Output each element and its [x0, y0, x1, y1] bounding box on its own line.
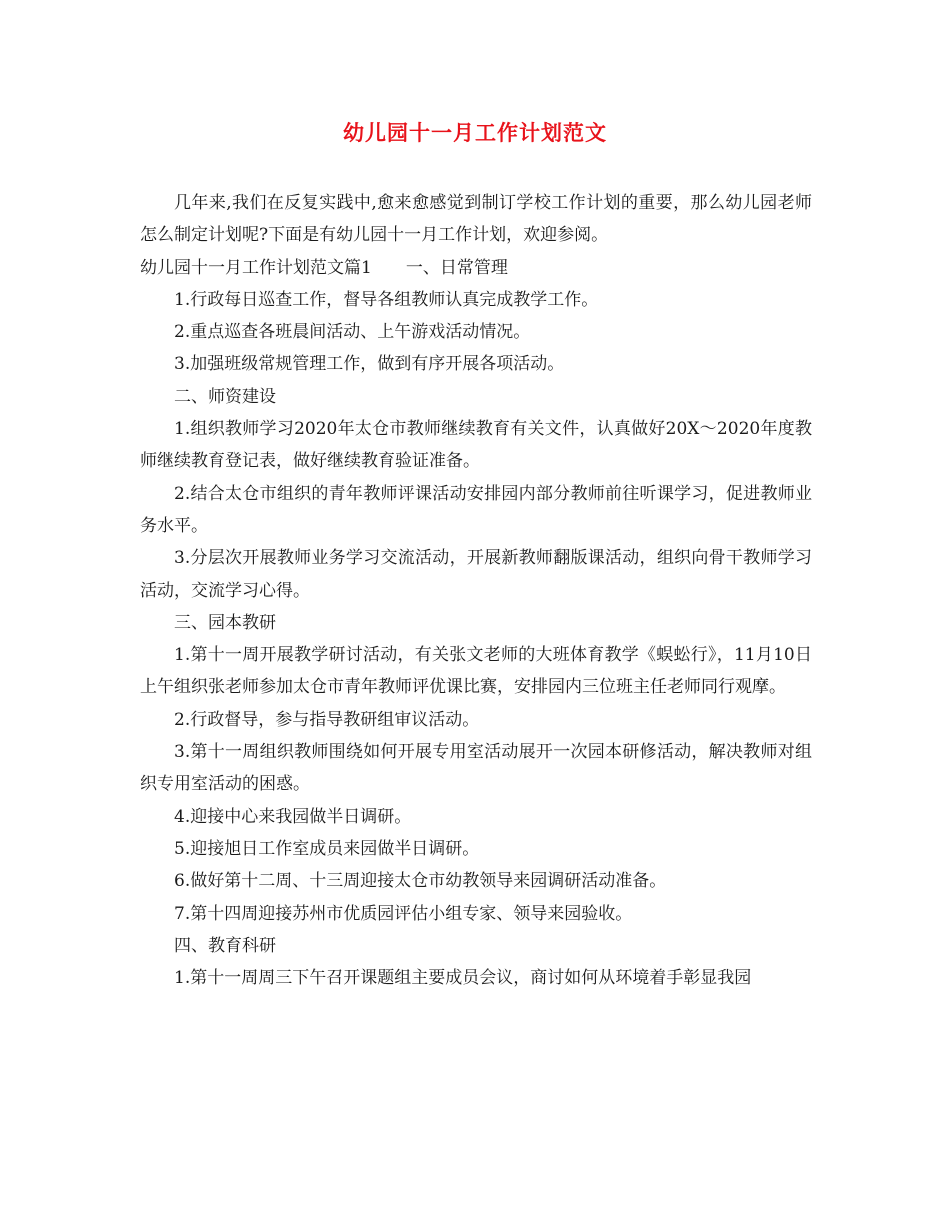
list-item: 6.做好第十二周、十三周迎接太仓市幼教领导来园调研活动准备。 — [174, 871, 667, 892]
list-item: 3.加强班级常规管理工作，做到有序开展各项活动。 — [174, 354, 565, 375]
list-item: 3.分层次开展教师业务学习交流活动，开展新教师翻版课活动，组织向骨干教师学习活动，交流学习心得。 — [140, 548, 812, 601]
section-heading-daily-management: 幼儿园十一月工作计划范文篇1 一、日常管理 — [140, 257, 508, 278]
document-body — [140, 187, 812, 994]
list-item: 2.结合太仓市组织的青年教师评课活动安排园内部分教师前往听课学习，促进教师业务水平。 — [140, 483, 812, 536]
list-item: 2.行政督导，参与指导教研组审议活动。 — [174, 709, 480, 730]
list-item: 2.重点巡查各班晨间活动、上午游戏活动情况。 — [174, 322, 531, 343]
page-title: 幼儿园十一月工作计划范文 — [343, 120, 607, 145]
list-item: 1.第十一周周三下午召开课题组主要成员会议，商讨如何从环境着手彰显我园 — [174, 968, 752, 989]
section-heading-education-research: 四、教育科研 — [174, 935, 276, 956]
list-item: 3.第十一周组织教师围绕如何开展专用室活动展开一次园本研修活动，解决教师对组织专用室活动的困惑。 — [140, 742, 812, 795]
section-heading-teacher-building: 二、师资建设 — [174, 386, 276, 407]
list-item: 1.组织教师学习2020年太仓市教师继续教育有关文件，认真做好20X～2020年度教师继续教育登记表，做好继续教育验证准备。 — [140, 419, 812, 472]
list-item: 7.第十四周迎接苏州市优质园评估小组专家、领导来园验收。 — [174, 903, 633, 924]
section-heading-school-research: 三、园本教研 — [174, 612, 276, 633]
list-item: 4.迎接中心来我园做半日调研。 — [174, 806, 412, 827]
list-item: 1.第十一周开展教学研讨活动，有关张文老师的大班体育教学《蜈蚣行》，11月10日上午组织张老师参加太仓市青年教师评优课比赛，安排园内三位班主任老师同行观摩。 — [140, 645, 812, 698]
paragraph-intro: 几年来,我们在反复实践中,愈来愈感觉到制订学校工作计划的重要，那么幼儿园老师怎么制定计划呢?下面是有幼儿园十一月工作计划，欢迎参阅。 — [140, 193, 812, 246]
list-item: 5.迎接旭日工作室成员来园做半日调研。 — [174, 838, 480, 859]
list-item: 1.行政每日巡查工作，督导各组教师认真完成教学工作。 — [174, 289, 599, 310]
